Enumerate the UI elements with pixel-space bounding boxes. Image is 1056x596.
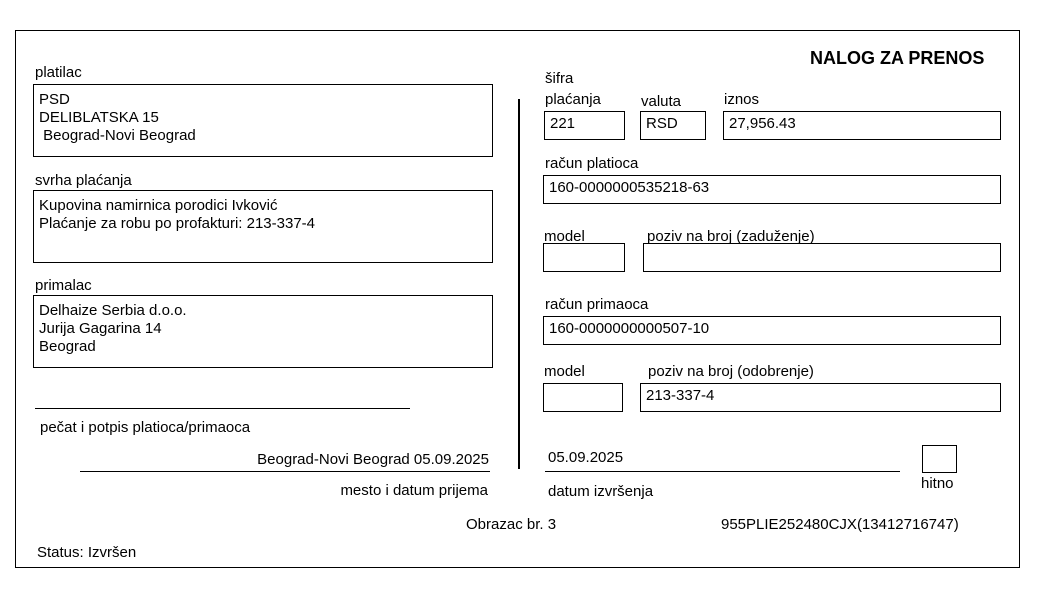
urgent-label: hitno bbox=[921, 475, 954, 492]
recipient-line: Beograd bbox=[39, 338, 96, 355]
debit-reference-field[interactable] bbox=[643, 243, 1001, 272]
payer-line: DELIBLATSKA 15 bbox=[39, 109, 159, 126]
amount-label: iznos bbox=[724, 91, 760, 108]
payer-box bbox=[33, 84, 493, 157]
recipient-account-field[interactable]: 160-0000000000507-10 bbox=[543, 316, 1001, 345]
execution-date-value: 05.09.2025 bbox=[548, 449, 624, 466]
reference-code: 955PLIE252480CJX(13412716747) bbox=[721, 516, 959, 533]
recipient-box bbox=[33, 295, 493, 368]
payer-account-field[interactable]: 160-0000000535218-63 bbox=[543, 175, 1001, 204]
execution-date-label: datum izvršenja bbox=[548, 483, 654, 500]
payer-line: Beograd-Novi Beograd bbox=[39, 127, 196, 144]
place-date-line bbox=[80, 471, 490, 472]
column-divider bbox=[518, 99, 520, 469]
payer-label: platilac bbox=[35, 64, 82, 81]
recipient-label: primalac bbox=[35, 277, 92, 294]
recipient-line: Delhaize Serbia d.o.o. bbox=[39, 302, 187, 319]
payment-code-label-line2: plaćanja bbox=[545, 91, 601, 108]
purpose-box bbox=[33, 190, 493, 263]
credit-reference-label: poziv na broj (odobrenje) bbox=[648, 363, 814, 380]
debit-reference-label: poziv na broj (zaduženje) bbox=[647, 228, 815, 245]
currency-label: valuta bbox=[641, 93, 682, 110]
payment-code-label-line1: šifra bbox=[545, 70, 574, 87]
place-date-label: mesto i datum prijema bbox=[340, 482, 488, 499]
purpose-line: Kupovina namirnica porodici Ivković bbox=[39, 197, 278, 214]
purpose-label: svrha plaćanja bbox=[35, 172, 132, 189]
place-date-value: Beograd-Novi Beograd 05.09.2025 bbox=[257, 451, 489, 468]
payer-line: PSD bbox=[39, 91, 70, 108]
debit-model-label: model bbox=[544, 228, 585, 245]
credit-model-label: model bbox=[544, 363, 585, 380]
debit-model-field[interactable] bbox=[543, 243, 625, 272]
execution-date-line bbox=[545, 471, 900, 472]
signature-label: pečat i potpis platioca/primaoca bbox=[40, 419, 251, 436]
signature-line bbox=[35, 408, 410, 409]
recipient-account-label: račun primaoca bbox=[545, 296, 649, 313]
currency-field[interactable]: RSD bbox=[640, 111, 706, 140]
purpose-line: Plaćanje za robu po profakturi: 213-337-4 bbox=[39, 215, 316, 232]
credit-reference-field[interactable]: 213-337-4 bbox=[640, 383, 1001, 412]
credit-model-field[interactable] bbox=[543, 383, 623, 412]
form-title: NALOG ZA PRENOS bbox=[810, 48, 985, 68]
payer-account-label: račun platioca bbox=[545, 155, 639, 172]
recipient-line: Jurija Gagarina 14 bbox=[39, 320, 162, 337]
amount-field[interactable]: 27,956.43 bbox=[723, 111, 1001, 140]
status-text: Status: Izvršen bbox=[37, 544, 137, 561]
urgent-checkbox[interactable] bbox=[922, 445, 957, 473]
payment-code-field[interactable]: 221 bbox=[544, 111, 625, 140]
form-number: Obrazac br. 3 bbox=[466, 516, 557, 533]
